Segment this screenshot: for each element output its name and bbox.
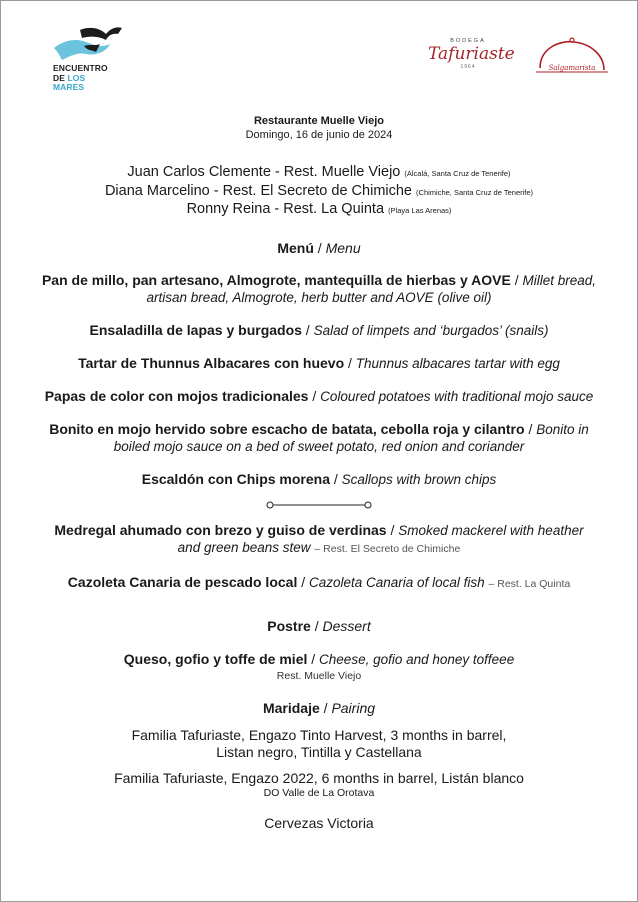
dessert-item: Queso, gofio y toffe de miel / Cheese, gofio and honey toffeee Rest. Muelle Viejo xyxy=(123,650,515,682)
pairing-heading: Maridaje / Pairing xyxy=(262,699,376,716)
dish-item: Tartar de Thunnus Albacares con huevo / Thunnus albacares tartar with egg xyxy=(78,354,560,371)
menu-heading: Menú / Menu xyxy=(277,239,361,256)
dish-item: Pan de millo, pan artesano, Almogrote, mantequilla de hierbas y AOVE / Millet bread, artisan bread, Almogrote, herb butter and AOVE (olive oil) xyxy=(41,271,597,305)
bodega-tafuriaste-logo: BODEGA Tafuriaste 1964 xyxy=(428,38,515,70)
salgamarista-logo: Salgamarista xyxy=(530,34,612,80)
encuentro-de-los-mares-logo xyxy=(50,24,160,96)
dish-item: Bonito en mojo hervido sobre escacho de batata, cebolla roja y cilantro / Bonito in boiled mojo sauce on a bed of sweet potato, red onion and coriander xyxy=(49,420,589,454)
wine-item: Familia Tafuriaste, Engazo 2022, 6 months in barrel, Listán blanco DO Valle de La Orotava xyxy=(114,769,524,799)
dish-item: Escaldón con Chips morena / Scallops with brown chips xyxy=(141,470,497,487)
venue-name: Restaurante Muelle Viejo xyxy=(253,115,384,127)
wave-fish-icon xyxy=(50,24,130,66)
chef-list xyxy=(30,164,608,220)
dish-item: Papas de color con mojos tradicionales / Coloured potatoes with traditional mojo sauce xyxy=(44,387,594,404)
event-date: Domingo, 16 de junio de 2024 xyxy=(245,129,393,141)
cloche-icon xyxy=(530,34,612,80)
main-dish-item: Cazoleta Canaria de pescado local / Cazoleta Canaria of local fish – Rest. La Quinta xyxy=(67,573,571,590)
beer-item: Cervezas Victoria xyxy=(264,814,374,831)
chef-line: Ronny Reina - Rest. La Quinta (Playa Las Arenas) xyxy=(186,201,452,217)
ornament-divider xyxy=(266,500,372,510)
header xyxy=(30,114,608,142)
wine-item: Familia Tafuriaste, Engazo Tinto Harvest, 3 months in barrel, Listan negro, Tintilla y Castellana xyxy=(131,726,507,760)
menu-content xyxy=(30,108,608,832)
logo-wordmark: ENCUENTRO DE LOS MARES xyxy=(53,63,108,92)
dessert-heading: Postre / Dessert xyxy=(267,617,371,634)
dish-item: Ensaladilla de lapas y burgados / Salad of limpets and ‘burgados’ (snails) xyxy=(89,321,549,338)
main-dish-item: Medregal ahumado con brezo y guiso de verdinas / Smoked mackerel with heather and green beans stew – Rest. El Secreto de Chimiche xyxy=(54,521,584,555)
chef-line: Juan Carlos Clemente - Rest. Muelle Viejo (Alcalá, Santa Cruz de Tenerife) xyxy=(127,164,511,180)
chef-line: Diana Marcelino - Rest. El Secreto de Chimiche (Chimiche, Santa Cruz de Tenerife) xyxy=(104,182,534,199)
